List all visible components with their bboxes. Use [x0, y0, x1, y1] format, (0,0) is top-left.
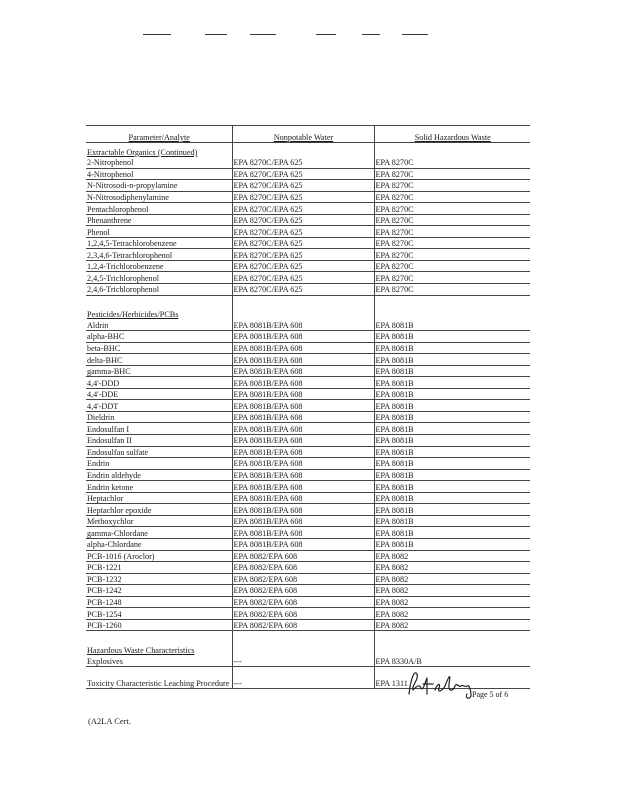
table-row — [86, 157, 530, 168]
nonpotable-method-cell: EPA 8270C/EPA 625 — [232, 249, 374, 261]
table-row — [86, 596, 530, 608]
solid-waste-method-cell: EPA 8270C — [374, 168, 530, 180]
header-solid-hazardous-waste: Solid Hazardous Waste — [374, 126, 530, 143]
nonpotable-method-cell: EPA 8081B/EPA 608 — [232, 515, 374, 527]
table-row — [86, 562, 530, 574]
nonpotable-method-cell: EPA 8082/EPA 608 — [232, 608, 374, 620]
analyte-cell: N-Nitrosodi-n-propylamine — [86, 180, 232, 192]
analyte-cell: Pentachlorophenol — [86, 203, 232, 215]
analyte-cell: gamma-BHC — [86, 365, 232, 377]
table-row — [86, 655, 530, 666]
analyte-cell: 4-Nitrophenol — [86, 168, 232, 180]
section-title-row — [86, 143, 530, 158]
solid-waste-method-cell: EPA 8081B — [374, 515, 530, 527]
analyte-cell: PCB-1254 — [86, 608, 232, 620]
solid-waste-method-cell: EPA 8081B — [374, 423, 530, 435]
solid-waste-method-cell: EPA 8081B — [374, 481, 530, 493]
nonpotable-method-cell: EPA 8081B/EPA 608 — [232, 411, 374, 423]
solid-waste-method-cell: EPA 8081B — [374, 458, 530, 470]
table-row — [86, 203, 530, 215]
section-gap — [86, 631, 530, 642]
solid-waste-method-cell: EPA 8081B — [374, 342, 530, 354]
solid-waste-method-cell: EPA 8330A/B — [374, 655, 530, 666]
table-row — [86, 435, 530, 447]
table-row — [86, 527, 530, 539]
nonpotable-method-cell: EPA 8270C/EPA 625 — [232, 157, 374, 168]
section-title-row — [86, 306, 530, 320]
nonpotable-method-cell: EPA 8082/EPA 608 — [232, 573, 374, 585]
header-marks — [0, 34, 618, 38]
table-row — [86, 191, 530, 203]
nonpotable-method-cell: EPA 8270C/EPA 625 — [232, 260, 374, 272]
solid-waste-method-cell: EPA 8270C — [374, 203, 530, 215]
solid-waste-method-cell: EPA 8082 — [374, 550, 530, 562]
solid-waste-method-cell: EPA 1311 — [374, 666, 530, 688]
solid-waste-method-cell: EPA 8082 — [374, 562, 530, 574]
analyte-cell: Methoxychlor — [86, 515, 232, 527]
nonpotable-method-cell: EPA 8082/EPA 608 — [232, 550, 374, 562]
analyte-cell: alpha-BHC — [86, 331, 232, 343]
nonpotable-method-cell: EPA 8270C/EPA 625 — [232, 226, 374, 238]
analyte-cell: 2,3,4,6-Tetrachlorophenol — [86, 249, 232, 261]
nonpotable-method-cell: EPA 8081B/EPA 608 — [232, 435, 374, 447]
table-row — [86, 180, 530, 192]
solid-waste-method-cell: EPA 8081B — [374, 320, 530, 331]
analyte-cell: 2-Nitrophenol — [86, 157, 232, 168]
table-row — [86, 272, 530, 284]
analyte-cell: Heptachlor — [86, 492, 232, 504]
solid-waste-method-cell: EPA 8270C — [374, 180, 530, 192]
nonpotable-method-cell: EPA 8270C/EPA 625 — [232, 203, 374, 215]
section-title: Hazardous Waste Characteristics — [87, 646, 195, 656]
analyte-cell: beta-BHC — [86, 342, 232, 354]
table-row — [86, 411, 530, 423]
footer-cert: (A2LA Cert. — [88, 716, 131, 726]
table-row — [86, 504, 530, 516]
solid-waste-method-cell: EPA 8081B — [374, 492, 530, 504]
analyte-cell: PCB-1242 — [86, 585, 232, 597]
solid-waste-method-cell: EPA 8270C — [374, 157, 530, 168]
nonpotable-method-cell: EPA 8081B/EPA 608 — [232, 320, 374, 331]
table-row — [86, 365, 530, 377]
solid-waste-method-cell: EPA 8082 — [374, 585, 530, 597]
solid-waste-method-cell: EPA 8081B — [374, 377, 530, 389]
nonpotable-method-cell: EPA 8081B/EPA 608 — [232, 365, 374, 377]
nonpotable-method-cell: EPA 8082/EPA 608 — [232, 562, 374, 574]
analyte-cell: alpha-Chlordane — [86, 538, 232, 550]
nonpotable-method-cell: EPA 8081B/EPA 608 — [232, 469, 374, 481]
solid-waste-method-cell: EPA 8270C — [374, 284, 530, 296]
table-row — [86, 585, 530, 597]
table-row — [86, 331, 530, 343]
nonpotable-method-cell: EPA 8081B/EPA 608 — [232, 481, 374, 493]
analyte-cell: 1,2,4,5-Tetrachlorobenzene — [86, 237, 232, 249]
analyte-cell: N-Nitrosodiphenylamine — [86, 191, 232, 203]
nonpotable-method-cell: EPA 8081B/EPA 608 — [232, 423, 374, 435]
solid-waste-method-cell: EPA 8082 — [374, 596, 530, 608]
analyte-cell: Toxicity Characteristic Leaching Procedure — [86, 666, 232, 688]
analyte-cell: PCB-1248 — [86, 596, 232, 608]
analyte-cell: 4,4'-DDE — [86, 388, 232, 400]
table-row — [86, 573, 530, 585]
solid-waste-method-cell: EPA 8270C — [374, 237, 530, 249]
table-row — [86, 481, 530, 493]
analyte-cell: Endrin — [86, 458, 232, 470]
header-mark — [205, 34, 227, 35]
solid-waste-method-cell: EPA 8082 — [374, 619, 530, 631]
solid-waste-method-cell: EPA 8081B — [374, 388, 530, 400]
header-mark — [362, 34, 380, 35]
nonpotable-method-cell: EPA 8270C/EPA 625 — [232, 180, 374, 192]
nonpotable-method-cell: EPA 8082/EPA 608 — [232, 596, 374, 608]
analyte-cell: Phenanthrene — [86, 214, 232, 226]
table-row — [86, 226, 530, 238]
nonpotable-method-cell: --- — [232, 655, 374, 666]
analyte-cell: Aldrin — [86, 320, 232, 331]
analyte-cell: 4,4'-DDT — [86, 400, 232, 412]
analyte-cell: 4,4'-DDD — [86, 377, 232, 389]
solid-waste-method-cell: EPA 8081B — [374, 365, 530, 377]
solid-waste-method-cell: EPA 8270C — [374, 260, 530, 272]
solid-waste-method-cell: EPA 8082 — [374, 573, 530, 585]
solid-waste-method-cell: EPA 8082 — [374, 608, 530, 620]
table-row — [86, 284, 530, 296]
table-row — [86, 619, 530, 631]
table-header-row — [86, 126, 530, 143]
solid-waste-method-cell: EPA 8270C — [374, 226, 530, 238]
solid-waste-method-cell: EPA 8081B — [374, 331, 530, 343]
table-row — [86, 400, 530, 412]
solid-waste-method-cell: EPA 8081B — [374, 354, 530, 366]
analyte-cell: Phenol — [86, 226, 232, 238]
analyte-cell: 2,4,6-Trichlorophenol — [86, 284, 232, 296]
table-row — [86, 354, 530, 366]
analyte-cell: Dieldrin — [86, 411, 232, 423]
analyte-cell: PCB-1221 — [86, 562, 232, 574]
table-row — [86, 320, 530, 331]
solid-waste-method-cell: EPA 8081B — [374, 411, 530, 423]
nonpotable-method-cell: EPA 8081B/EPA 608 — [232, 342, 374, 354]
nonpotable-method-cell: EPA 8081B/EPA 608 — [232, 377, 374, 389]
table-row — [86, 538, 530, 550]
analyte-cell: PCB-1260 — [86, 619, 232, 631]
table-row — [86, 249, 530, 261]
nonpotable-method-cell: EPA 8081B/EPA 608 — [232, 400, 374, 412]
nonpotable-method-cell: EPA 8270C/EPA 625 — [232, 168, 374, 180]
nonpotable-method-cell: EPA 8082/EPA 608 — [232, 585, 374, 597]
solid-waste-method-cell: EPA 8081B — [374, 504, 530, 516]
table-row — [86, 342, 530, 354]
solid-waste-method-cell: EPA 8270C — [374, 214, 530, 226]
table-row — [86, 446, 530, 458]
nonpotable-method-cell: EPA 8081B/EPA 608 — [232, 458, 374, 470]
section-title: Pesticides/Herbicides/PCBs — [87, 310, 179, 320]
solid-waste-method-cell: EPA 8081B — [374, 400, 530, 412]
solid-waste-method-cell: EPA 8081B — [374, 469, 530, 481]
nonpotable-method-cell: --- — [232, 666, 374, 688]
table-row — [86, 377, 530, 389]
nonpotable-method-cell: EPA 8081B/EPA 608 — [232, 527, 374, 539]
nonpotable-method-cell: EPA 8081B/EPA 608 — [232, 354, 374, 366]
section-title: Extractable Organics (Continued) — [87, 147, 198, 157]
nonpotable-method-cell: EPA 8081B/EPA 608 — [232, 492, 374, 504]
footer-page-number: Page 5 of 6 — [472, 690, 509, 699]
table-row — [86, 423, 530, 435]
analyte-cell: Endosulfan II — [86, 435, 232, 447]
analyte-cell: Explosives — [86, 655, 232, 666]
table-row — [86, 608, 530, 620]
solid-waste-method-cell: EPA 8270C — [374, 249, 530, 261]
section-title-row — [86, 641, 530, 655]
header-mark — [402, 34, 428, 35]
analyte-cell: Endrin aldehyde — [86, 469, 232, 481]
analyte-cell: Endrin ketone — [86, 481, 232, 493]
solid-waste-method-cell: EPA 8081B — [374, 527, 530, 539]
analyte-cell: Endosulfan I — [86, 423, 232, 435]
table-row — [86, 388, 530, 400]
analyte-cell: 1,2,4-Trichlorobenzene — [86, 260, 232, 272]
scope-table-body — [86, 126, 530, 689]
analyte-cell: Endosulfan sulfate — [86, 446, 232, 458]
analyte-cell: delta-BHC — [86, 354, 232, 366]
analyte-cell: PCB-1232 — [86, 573, 232, 585]
analyte-cell: Heptachlor epoxide — [86, 504, 232, 516]
solid-waste-method-cell: EPA 8081B — [374, 446, 530, 458]
solid-waste-method-cell: EPA 8081B — [374, 435, 530, 447]
solid-waste-method-cell: EPA 8270C — [374, 191, 530, 203]
table-row — [86, 469, 530, 481]
header-mark — [316, 34, 336, 35]
header-mark — [143, 34, 171, 35]
solid-waste-method-cell: EPA 8081B — [374, 538, 530, 550]
table-row — [86, 214, 530, 226]
header-nonpotable-water: Nonpotable Water — [232, 126, 374, 143]
nonpotable-method-cell: EPA 8270C/EPA 625 — [232, 237, 374, 249]
scope-table — [86, 125, 530, 689]
nonpotable-method-cell: EPA 8081B/EPA 608 — [232, 388, 374, 400]
nonpotable-method-cell: EPA 8270C/EPA 625 — [232, 191, 374, 203]
signature-image — [405, 666, 475, 702]
table-row — [86, 550, 530, 562]
table-row — [86, 237, 530, 249]
nonpotable-method-cell: EPA 8270C/EPA 625 — [232, 214, 374, 226]
table-row — [86, 515, 530, 527]
analyte-cell: 2,4,5-Trichlorophenol — [86, 272, 232, 284]
nonpotable-method-cell: EPA 8081B/EPA 608 — [232, 446, 374, 458]
solid-waste-method-cell: EPA 8270C — [374, 272, 530, 284]
analyte-cell: gamma-Chlordane — [86, 527, 232, 539]
table-row — [86, 168, 530, 180]
nonpotable-method-cell: EPA 8081B/EPA 608 — [232, 331, 374, 343]
nonpotable-method-cell: EPA 8270C/EPA 625 — [232, 272, 374, 284]
section-gap — [86, 295, 530, 306]
header-mark — [250, 34, 276, 35]
table-row — [86, 260, 530, 272]
table-row — [86, 458, 530, 470]
table-row — [86, 492, 530, 504]
header-parameter: Parameter/Analyte — [86, 126, 232, 143]
nonpotable-method-cell: EPA 8081B/EPA 608 — [232, 504, 374, 516]
nonpotable-method-cell: EPA 8082/EPA 608 — [232, 619, 374, 631]
analyte-cell: PCB-1016 (Aroclor) — [86, 550, 232, 562]
nonpotable-method-cell: EPA 8270C/EPA 625 — [232, 284, 374, 296]
nonpotable-method-cell: EPA 8081B/EPA 608 — [232, 538, 374, 550]
